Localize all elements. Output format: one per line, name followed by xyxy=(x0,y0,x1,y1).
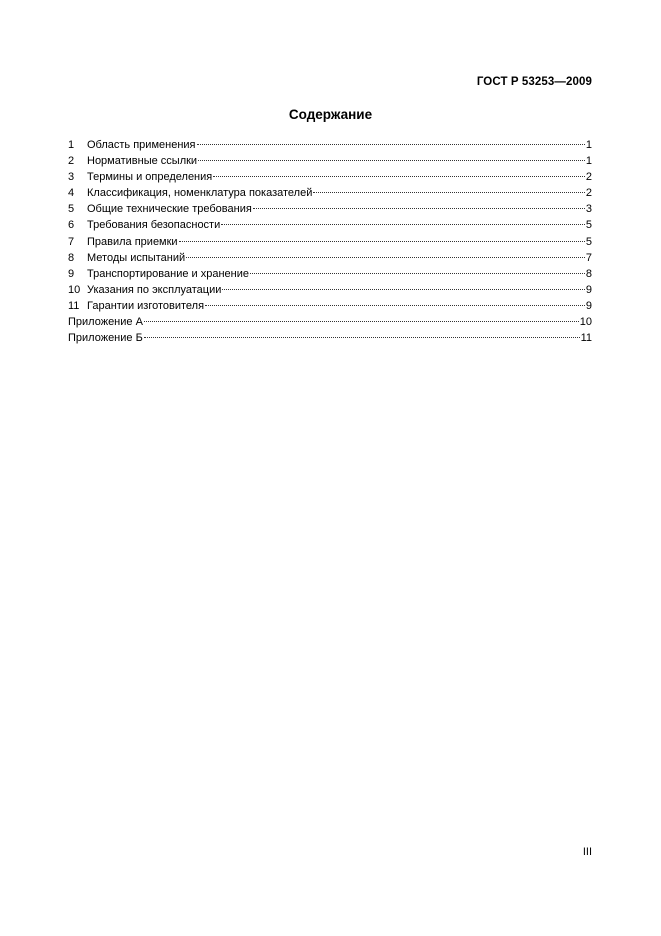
toc-entry-page: 5 xyxy=(585,235,592,248)
toc-entry-page: 8 xyxy=(585,267,592,280)
toc-entry[interactable] xyxy=(68,234,592,250)
toc-entry-label: Гарантии изготовителя xyxy=(87,299,205,312)
toc-entry-number: 1 xyxy=(68,139,75,151)
toc-entry[interactable] xyxy=(68,266,592,282)
document-code: ГОСТ Р 53253—2009 xyxy=(476,76,592,88)
toc-dot-leader xyxy=(205,305,585,306)
toc-entry-number: 8 xyxy=(68,251,75,264)
toc-entry[interactable] xyxy=(68,153,592,169)
toc-title: Содержание xyxy=(288,107,373,122)
toc-entry-page: 2 xyxy=(585,187,592,200)
toc-dot-leader xyxy=(221,224,585,225)
toc-entry-label: Термины и определения xyxy=(87,171,213,184)
toc-entry[interactable] xyxy=(68,169,592,185)
toc-dot-leader xyxy=(144,337,580,338)
toc-entry-page: 5 xyxy=(585,219,592,232)
toc-entry-label: Область применения xyxy=(87,139,196,151)
toc-entry-label: Приложение Б xyxy=(68,332,143,345)
toc-entry[interactable] xyxy=(68,330,592,346)
toc-entry[interactable] xyxy=(68,217,592,233)
toc-dot-leader xyxy=(198,160,585,161)
toc-entry-label: Транспортирование и хранение xyxy=(87,267,249,280)
toc-entry-page: 11 xyxy=(580,332,592,345)
toc-entry-number: 5 xyxy=(68,203,75,216)
toc-entry[interactable] xyxy=(68,201,592,217)
toc-entry[interactable] xyxy=(68,185,592,201)
toc-dot-leader xyxy=(250,273,585,274)
toc-entry[interactable] xyxy=(68,282,592,298)
toc-entry-number: 11 xyxy=(68,299,80,312)
toc-entry[interactable] xyxy=(68,298,592,314)
toc-entry-page: 10 xyxy=(579,316,592,329)
page-number: III xyxy=(582,846,592,858)
toc-entry-number: 3 xyxy=(68,171,75,184)
toc-entry-label: Приложение А xyxy=(68,316,143,329)
toc-entry-number: 10 xyxy=(68,283,81,296)
toc-entry-number: 2 xyxy=(68,155,75,168)
toc-entry-number: 9 xyxy=(68,267,75,280)
toc-dot-leader xyxy=(179,241,585,242)
toc-entry-page: 2 xyxy=(585,171,592,184)
toc-entry-label: Нормативные ссылки xyxy=(87,155,198,168)
toc-entry-label: Указания по эксплуатации xyxy=(87,283,222,296)
toc-entry-page: 1 xyxy=(585,139,592,151)
toc-entry-label: Правила приемки xyxy=(87,235,178,248)
toc-dot-leader xyxy=(213,176,585,177)
toc-entry-page: 3 xyxy=(585,203,592,216)
toc-entry-label: Методы испытаний xyxy=(87,251,186,264)
toc-dot-leader xyxy=(144,321,579,322)
toc-entry-number: 4 xyxy=(68,187,75,200)
toc-entry[interactable] xyxy=(68,137,592,153)
toc-entry-page: 9 xyxy=(585,283,592,296)
toc-entry-page: 1 xyxy=(585,155,592,168)
toc-entry[interactable] xyxy=(68,250,592,266)
toc-entry-label: Общие технические требования xyxy=(87,203,252,216)
toc-entry-label: Требования безопасности xyxy=(87,219,221,232)
toc-entry-number: 6 xyxy=(68,219,75,232)
toc-dot-leader xyxy=(186,257,585,258)
toc-entry-label: Классификация, номенклатура показателей xyxy=(87,187,313,200)
toc-dot-leader xyxy=(197,144,585,145)
toc-entry[interactable] xyxy=(68,314,592,330)
toc-dot-leader xyxy=(253,208,585,209)
toc-entry-page: 7 xyxy=(585,251,592,264)
toc-dot-leader xyxy=(222,289,585,290)
toc-entry-page: 9 xyxy=(585,299,592,312)
table-of-contents xyxy=(68,137,592,346)
toc-dot-leader xyxy=(313,192,585,193)
toc-entry-number: 7 xyxy=(68,235,75,248)
